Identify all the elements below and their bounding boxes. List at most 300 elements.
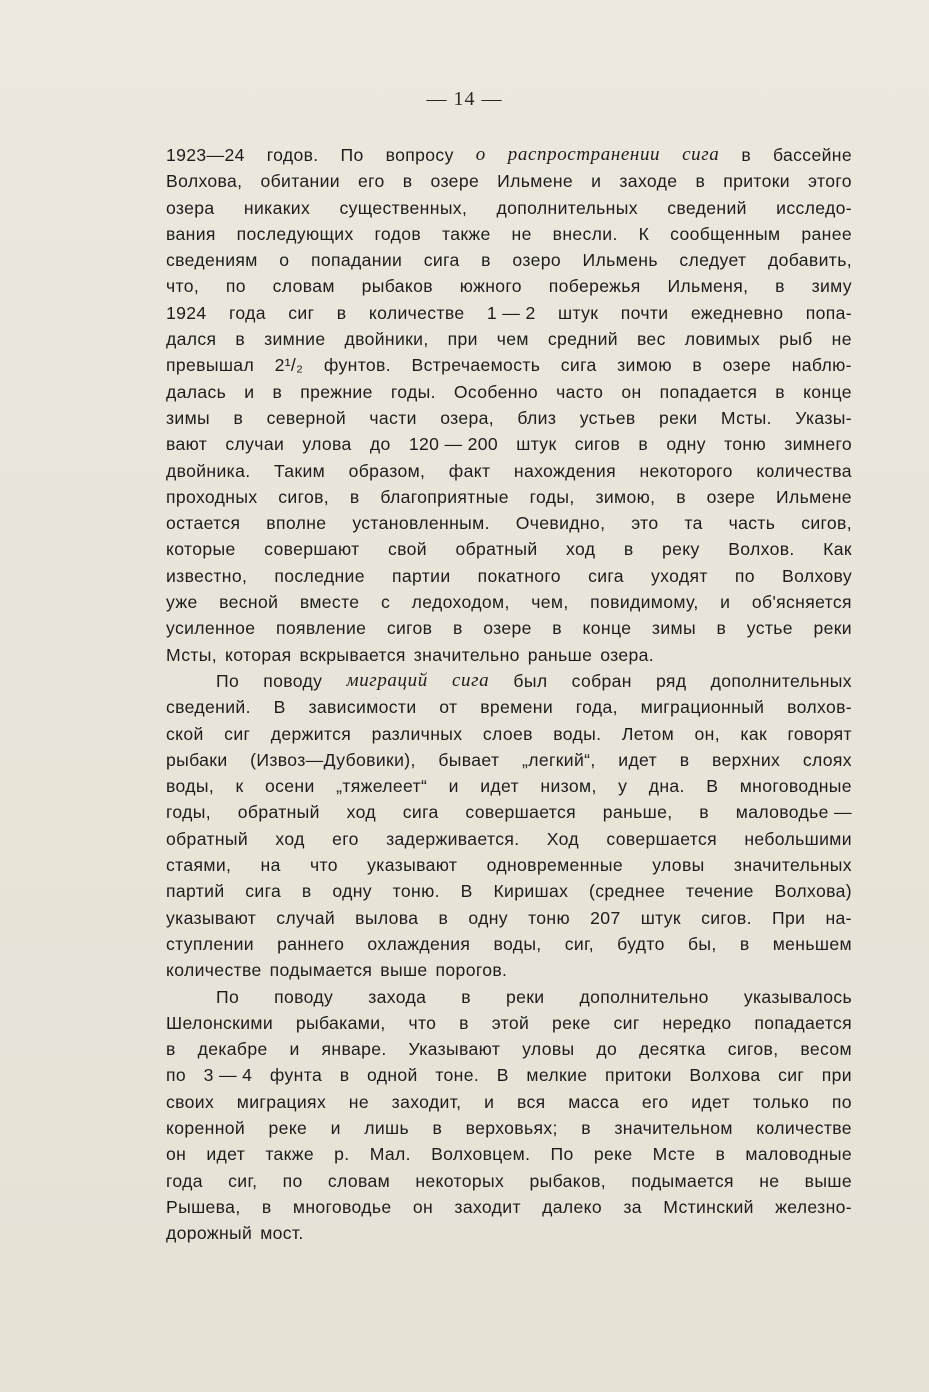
- word: в: [339, 1065, 350, 1086]
- word: сига: [560, 355, 597, 376]
- word: штук: [516, 434, 557, 455]
- word: побережья: [548, 276, 641, 297]
- word: это: [631, 513, 659, 534]
- word: в: [679, 749, 690, 770]
- word: он: [621, 381, 642, 402]
- word: лишь: [364, 1117, 410, 1138]
- word: близ: [517, 407, 557, 428]
- word: указывалось: [743, 986, 852, 1007]
- word: с: [380, 592, 391, 613]
- word: 1924: [166, 302, 207, 323]
- word: Мстинский: [663, 1196, 754, 1217]
- word: повидимому,: [590, 592, 699, 613]
- text-line: [166, 589, 852, 615]
- word: В: [496, 1065, 509, 1086]
- text-line: [166, 273, 852, 299]
- word: при: [447, 329, 478, 350]
- word: зимнего: [784, 434, 852, 455]
- text-line: [166, 799, 852, 825]
- text-line: [166, 563, 852, 589]
- word: которые: [166, 539, 236, 560]
- word: и: [448, 776, 459, 797]
- word: обитании: [260, 171, 340, 192]
- word: следует: [679, 250, 747, 271]
- word: бывает: [438, 749, 500, 770]
- word: установленным.: [352, 513, 490, 534]
- word: северной: [266, 407, 346, 428]
- word: верховьях;: [465, 1117, 558, 1138]
- word: многоводье: [292, 1196, 392, 1217]
- word: сообщенным: [670, 223, 781, 244]
- text-line: [166, 431, 852, 457]
- word: рыбаков: [361, 276, 433, 297]
- word: одну: [332, 881, 372, 902]
- word: железно-: [775, 1196, 852, 1217]
- word: будто: [617, 933, 665, 954]
- word: добавить,: [768, 250, 852, 271]
- word: ход: [566, 539, 596, 560]
- word: воды,: [493, 933, 542, 954]
- text-line: [166, 1062, 852, 1088]
- word: Ильменя,: [667, 276, 749, 297]
- word: чем: [496, 329, 529, 350]
- word: дополнительных: [496, 197, 638, 218]
- word: масса: [568, 1091, 620, 1112]
- text-line: [166, 168, 852, 194]
- word: одну: [468, 907, 508, 928]
- word: „тяжелеет“: [336, 776, 428, 797]
- word: в: [166, 1039, 176, 1060]
- word: в: [452, 618, 463, 639]
- word: сига: [451, 669, 490, 691]
- word: года: [228, 302, 266, 323]
- word: ход: [346, 802, 376, 823]
- text-line: [166, 905, 852, 931]
- text-line: [166, 747, 852, 773]
- word: конце: [803, 381, 852, 402]
- word: случай: [276, 907, 336, 928]
- word: Киришах: [493, 881, 569, 902]
- word: на-: [825, 907, 852, 928]
- word: сига: [423, 250, 460, 271]
- word: часто: [556, 381, 604, 402]
- word: одной: [366, 1065, 418, 1086]
- word: дополнительно: [579, 986, 709, 1007]
- word: его: [358, 171, 385, 192]
- word: покатного: [477, 565, 561, 586]
- text-line: [166, 1168, 852, 1194]
- word: реки: [813, 618, 852, 639]
- word: нахождения: [513, 460, 616, 481]
- word: притоки: [723, 171, 790, 192]
- word: сигов.: [701, 907, 752, 928]
- word: в: [402, 171, 413, 192]
- word: на: [260, 855, 281, 876]
- body-text: [166, 142, 852, 1246]
- text-line: [166, 1220, 852, 1246]
- word: как: [740, 723, 768, 744]
- word: сигов: [386, 618, 433, 639]
- word: в: [272, 381, 283, 402]
- word: в: [739, 933, 750, 954]
- word: этого: [808, 171, 852, 192]
- word: озере: [722, 355, 772, 376]
- word: К: [638, 223, 650, 244]
- word: сигов,: [727, 1039, 779, 1060]
- word: только: [752, 1091, 810, 1112]
- word: количестве: [368, 302, 465, 323]
- word: попа-: [805, 302, 852, 323]
- word: 120 — 200: [408, 434, 499, 455]
- word: в: [676, 486, 686, 507]
- word: сиг: [613, 1012, 640, 1033]
- word: благоприятные: [380, 486, 509, 507]
- word: сиг: [778, 1065, 805, 1086]
- word: По: [216, 986, 240, 1007]
- word: устьев: [579, 407, 636, 428]
- word: зависимости: [308, 697, 417, 718]
- word: январе.: [321, 1039, 387, 1060]
- word: южного: [459, 276, 522, 297]
- word: сведений.: [166, 697, 251, 718]
- word: одну: [666, 434, 706, 455]
- word: озера.: [600, 644, 655, 665]
- word: р.: [334, 1144, 350, 1165]
- word: некоторых: [415, 1170, 505, 1191]
- word: вместе: [299, 592, 360, 613]
- word: его: [332, 828, 359, 849]
- word: в: [301, 881, 312, 902]
- word: дополнительных: [710, 670, 852, 691]
- word: в: [481, 250, 491, 271]
- word: Ильмень: [582, 250, 658, 271]
- word: мост.: [260, 1223, 304, 1244]
- word: слоев: [482, 723, 533, 744]
- word: По: [340, 145, 364, 165]
- text-line: [166, 957, 852, 983]
- word: партий: [166, 881, 225, 902]
- word: Как: [823, 539, 852, 560]
- word: Ильмене: [776, 486, 852, 507]
- word: обратный: [455, 539, 538, 560]
- word: стаями,: [166, 855, 232, 876]
- word: ловимых: [684, 329, 761, 350]
- word: миграциях: [236, 1091, 327, 1112]
- word: в: [695, 171, 706, 192]
- text-line: [166, 458, 852, 484]
- word: Мсты,: [166, 644, 217, 665]
- word: попадается: [659, 381, 758, 402]
- word: двойника.: [166, 460, 251, 481]
- word: количестве: [756, 1117, 852, 1138]
- word: в: [638, 434, 649, 455]
- word: тоню: [724, 434, 767, 455]
- word: в: [775, 381, 785, 402]
- word: заходе: [619, 171, 678, 192]
- word: задерживается.: [386, 828, 520, 849]
- word: вся: [516, 1091, 546, 1112]
- word: не: [348, 1091, 369, 1112]
- word: этой: [491, 1012, 530, 1033]
- page-number: — 14 —: [426, 88, 503, 110]
- word: далеко: [542, 1196, 603, 1217]
- word: по: [225, 276, 246, 297]
- text-line: [166, 773, 852, 799]
- word: о: [279, 250, 290, 271]
- word: воды,: [166, 776, 215, 797]
- word: фунтов.: [323, 355, 391, 376]
- word: декабре: [197, 1039, 268, 1060]
- word: вания: [166, 223, 216, 244]
- word: реки: [658, 407, 698, 428]
- word: рыб: [779, 329, 813, 350]
- text-line: [166, 721, 852, 747]
- word: 2¹/₂: [274, 355, 304, 376]
- word: ранее: [801, 223, 852, 244]
- word: части: [369, 407, 417, 428]
- word: остается: [166, 513, 241, 534]
- word: устье: [746, 618, 793, 639]
- word: захода: [368, 986, 427, 1007]
- word: фунта: [269, 1065, 323, 1086]
- word: значительно: [413, 644, 520, 665]
- word: Мсте: [652, 1144, 696, 1165]
- word: озера: [166, 197, 215, 218]
- word: По: [216, 670, 240, 691]
- word: усиленное: [166, 618, 256, 639]
- word: также: [265, 1144, 314, 1165]
- word: многоводные: [739, 776, 852, 797]
- word: заходит,: [391, 1091, 462, 1112]
- word: тоню: [528, 907, 571, 928]
- text-line: [166, 668, 852, 694]
- text-line: [166, 1141, 852, 1167]
- word: и: [289, 1039, 300, 1060]
- word: Очевидно,: [515, 513, 606, 534]
- word: в: [459, 1012, 469, 1033]
- word: ледоходом,: [411, 592, 510, 613]
- word: та: [684, 513, 703, 534]
- word: о: [475, 144, 486, 165]
- word: он: [412, 1196, 434, 1217]
- word: притоки: [604, 1065, 672, 1086]
- word: заходит: [454, 1196, 521, 1217]
- word: которая: [225, 644, 292, 665]
- word: сига: [588, 565, 624, 586]
- word: в: [438, 907, 449, 928]
- word: реки: [505, 986, 545, 1007]
- word: зимы: [166, 407, 211, 428]
- word: реку: [662, 539, 700, 560]
- word: рыбаки: [166, 749, 228, 770]
- word: зиму: [811, 276, 852, 297]
- word: обратный: [237, 802, 320, 823]
- word: годы.: [390, 381, 436, 402]
- text-line: [166, 826, 852, 852]
- word: сиг,: [564, 933, 594, 954]
- text-line: [166, 1010, 852, 1036]
- word: внесли.: [552, 223, 618, 244]
- word: (среднее: [589, 881, 666, 902]
- word: последующих: [236, 223, 354, 244]
- word: тоню.: [392, 881, 440, 902]
- text-line: [166, 326, 852, 352]
- word: Волхов.: [728, 539, 795, 560]
- text-line: [166, 195, 852, 221]
- word: и: [720, 592, 731, 613]
- word: нередко: [662, 1012, 732, 1033]
- word: волхов-: [787, 697, 852, 718]
- word: существенных,: [339, 197, 468, 218]
- word: 1 — 2: [486, 302, 536, 323]
- word: Волхова: [689, 1065, 761, 1086]
- word: раньше,: [602, 802, 673, 823]
- word: сиг,: [228, 1170, 258, 1191]
- word: 207: [590, 907, 621, 928]
- word: ход: [275, 828, 305, 849]
- word: В: [706, 776, 719, 797]
- word: уходят: [651, 565, 708, 586]
- word: часть: [728, 513, 776, 534]
- word: весом: [800, 1039, 852, 1060]
- word: идет: [691, 1091, 731, 1112]
- word: уже: [166, 592, 198, 613]
- word: раньше: [527, 644, 593, 665]
- word: в: [699, 802, 709, 823]
- word: в: [581, 1117, 591, 1138]
- word: вопросу: [385, 145, 454, 165]
- word: годов.: [266, 145, 319, 165]
- text-line: [166, 221, 852, 247]
- word: прежние: [300, 381, 373, 402]
- word: сведениям: [166, 250, 258, 271]
- word: реке: [593, 1144, 633, 1165]
- word: в: [233, 407, 244, 428]
- word: озере: [483, 618, 532, 639]
- word: и: [484, 1091, 495, 1112]
- word: В: [460, 881, 473, 902]
- word: весной: [219, 592, 279, 613]
- word: количестве: [166, 960, 262, 981]
- word: Волхова): [774, 881, 852, 902]
- word: попадании: [310, 250, 403, 271]
- word: озере: [706, 486, 756, 507]
- word: попадается: [754, 1012, 852, 1033]
- word: сига: [402, 802, 439, 823]
- word: Встречаемость: [411, 355, 541, 376]
- text-line: [166, 615, 852, 641]
- text-line: [166, 142, 852, 168]
- word: в: [716, 618, 727, 639]
- word: годов: [374, 223, 422, 244]
- word: обратный: [166, 828, 249, 849]
- word: низом,: [540, 776, 597, 797]
- word: конце: [582, 618, 632, 639]
- word: наблю-: [791, 355, 852, 376]
- word: идет: [480, 776, 519, 797]
- word: Летом: [621, 723, 675, 744]
- text-line: [166, 536, 852, 562]
- word: в: [552, 618, 562, 639]
- word: года: [166, 1170, 203, 1191]
- word: вполне: [266, 513, 327, 534]
- word: ежедневно: [690, 302, 784, 323]
- word: по: [166, 1065, 187, 1086]
- text-line: [166, 510, 852, 536]
- word: средний: [547, 329, 618, 350]
- word: значительном: [614, 1117, 733, 1138]
- word: Рышева,: [166, 1196, 241, 1217]
- word: бы,: [687, 933, 717, 954]
- word: факт: [448, 460, 491, 481]
- word: 1923—24: [166, 145, 245, 165]
- word: воды.: [553, 723, 602, 744]
- word: в: [715, 1144, 726, 1165]
- word: почти: [620, 302, 669, 323]
- word: уловы: [522, 1039, 575, 1060]
- word: распространении: [507, 144, 661, 165]
- text-line: [166, 984, 852, 1010]
- word: ступлении: [166, 933, 254, 954]
- word: вылова: [355, 907, 419, 928]
- word: Указы-: [795, 407, 852, 428]
- word: Ильмене: [497, 171, 574, 192]
- word: совершают: [264, 539, 360, 560]
- word: что,: [166, 276, 200, 297]
- word: до: [596, 1039, 618, 1060]
- word: за: [623, 1196, 642, 1217]
- word: коренной: [166, 1117, 246, 1138]
- word: Таким: [273, 460, 326, 481]
- word: 3 — 4: [203, 1065, 253, 1086]
- word: он: [166, 1144, 187, 1165]
- word: говорят: [787, 723, 852, 744]
- word: об'ясняется: [751, 592, 852, 613]
- word: идет: [206, 1144, 246, 1165]
- word: улова: [302, 434, 352, 455]
- word: случаи: [225, 434, 285, 455]
- word: сведений: [667, 197, 747, 218]
- word: маловодные: [745, 1144, 852, 1165]
- word: поводу: [274, 986, 334, 1007]
- word: и: [244, 381, 255, 402]
- word: мелкие: [526, 1065, 588, 1086]
- word: вес: [636, 329, 666, 350]
- word: был: [513, 670, 548, 691]
- word: подымается: [269, 960, 373, 981]
- word: миграционный: [640, 697, 765, 718]
- text-line: [166, 878, 852, 904]
- word: при: [821, 1065, 852, 1086]
- word: порогов.: [435, 960, 508, 981]
- word: партии: [391, 565, 451, 586]
- text-line: [166, 852, 852, 878]
- text-line: [166, 379, 852, 405]
- word: сигов,: [278, 486, 330, 507]
- word: дорожный: [166, 1223, 253, 1244]
- word: уловы: [652, 855, 705, 876]
- word: в: [432, 1117, 443, 1138]
- word: вскрывается: [299, 644, 406, 665]
- word: значительных: [733, 855, 852, 876]
- word: далась: [166, 381, 227, 402]
- word: вают: [166, 434, 208, 455]
- word: При: [772, 907, 806, 928]
- word: рыбаками,: [295, 1012, 386, 1033]
- word: зимою,: [595, 486, 656, 507]
- word: сиг: [288, 302, 315, 323]
- word: реке: [268, 1117, 308, 1138]
